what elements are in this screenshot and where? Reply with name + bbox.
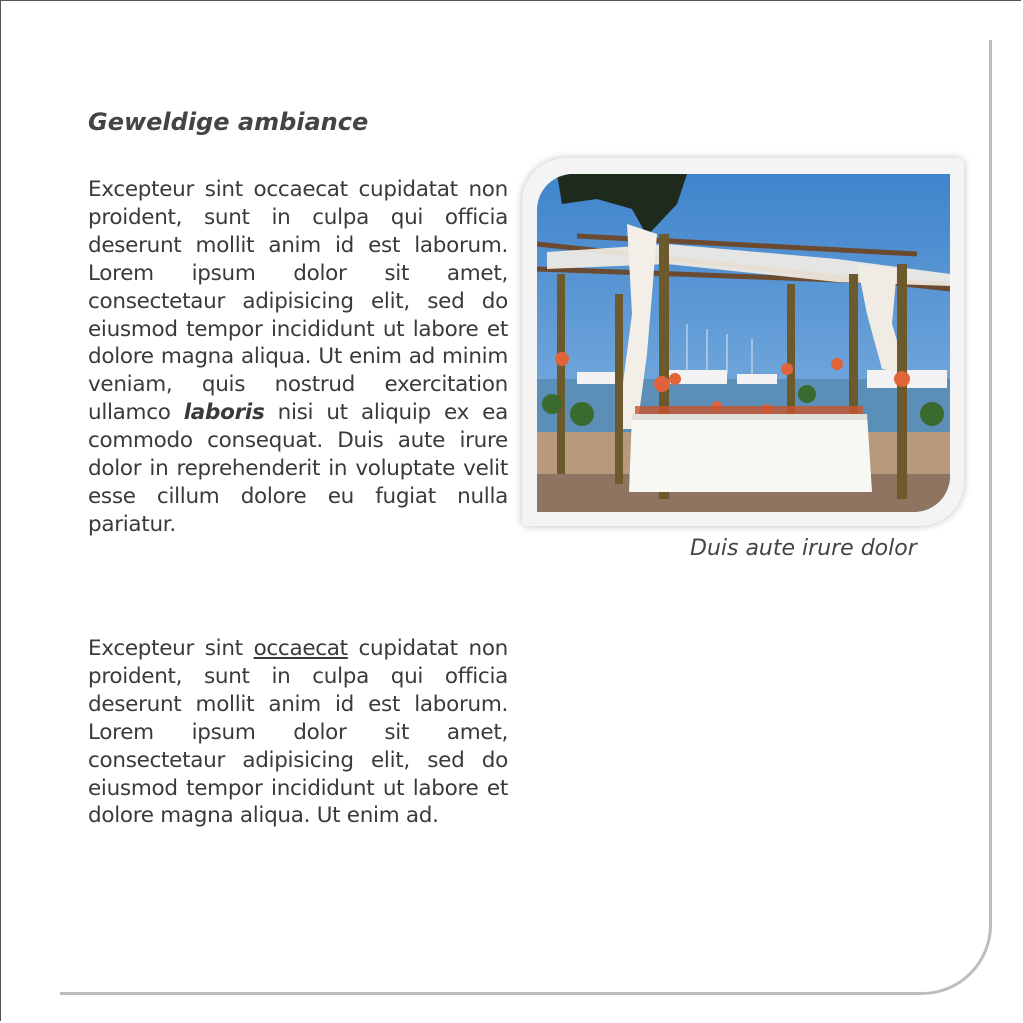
section-heading: Geweldige ambiance — [88, 108, 369, 136]
underlined-link-occaecat[interactable]: occaecat — [253, 636, 348, 661]
photo-illustration — [537, 174, 950, 512]
image-caption: Duis aute irure dolor — [690, 536, 917, 561]
paragraph-1 — [88, 176, 508, 539]
paragraph-1-text-a: Excepteur sint occaecat cupidatat non proident, sunt in culpa qui officia deserunt mollit anim id est laborum. Lorem ipsum dolor sit amet, consectetaur adipisicing elit, sed do eiusmod tempor incididunt ut labore et dolore magna aliqua. Ut enim ad minim veniam, quis nostrud exercitation ullamco — [88, 177, 508, 426]
paragraph-1-text-b: nisi ut aliquip ex ea commodo consequat. Duis aute irure dolor in reprehenderit in voluptate velit esse cillum dolore eu fugiat nulla pariatur. — [88, 400, 508, 537]
beach-pergola-photo — [537, 174, 950, 512]
paragraph-2 — [88, 635, 508, 830]
paragraph-2-text-a: Excepteur sint — [88, 636, 254, 661]
emphasis-laboris: laboris — [183, 400, 265, 426]
paragraph-2-text-b: cupidatat non proident, sunt in culpa qui officia deserunt mollit anim id est laborum. Lorem ipsum dolor sit amet, consectetaur adipisicing elit, sed do eiusmod tempor incididunt ut labore et dolore magna aliqua. Ut enim ad. — [88, 636, 508, 829]
